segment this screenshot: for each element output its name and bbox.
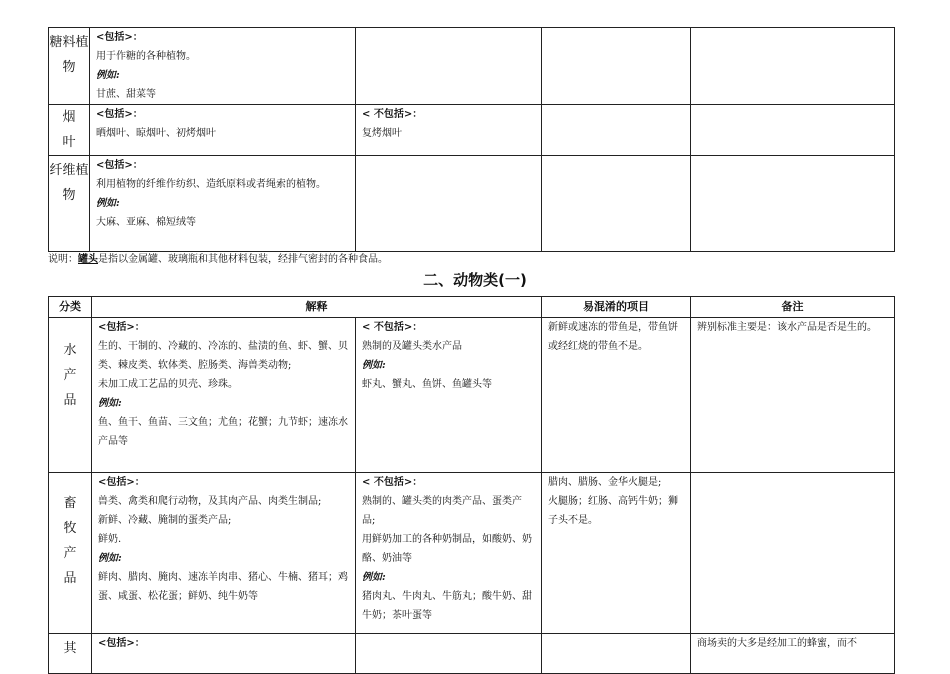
include-label: <包括>： bbox=[96, 32, 143, 43]
header-confusable: 易混淆的项目 bbox=[542, 297, 691, 318]
confusable-cell bbox=[542, 156, 691, 252]
table-row bbox=[49, 318, 895, 473]
footnote bbox=[48, 250, 388, 265]
footnote-text: 是指以金属罐、玻璃瓶和其他材料包装，经排气密封的各种食品。 bbox=[98, 254, 388, 265]
category-text: 畜牧产品 bbox=[63, 496, 77, 586]
confusable-cell bbox=[542, 28, 691, 105]
exclude-text: 熟制的及罐头类水产品 bbox=[362, 341, 462, 352]
table-row bbox=[49, 473, 895, 634]
exclude-cell bbox=[356, 473, 542, 634]
section-title: 二、动物类(一) bbox=[423, 271, 527, 289]
exclude-cell bbox=[356, 28, 542, 105]
confusable-cell: 新鲜或速冻的带鱼是，带鱼饼或经红烧的带鱼不是。 bbox=[542, 318, 691, 473]
include-label: <包括>： bbox=[98, 322, 145, 333]
exclude-text: 复烤烟叶 bbox=[362, 128, 402, 139]
remark-cell bbox=[691, 28, 895, 105]
include-text: 兽类、禽类和爬行动物，及其肉产品、肉类生制品; bbox=[98, 496, 322, 507]
include-label: <包括>： bbox=[98, 477, 145, 488]
exclude-cell bbox=[356, 318, 542, 473]
exclude-cell bbox=[356, 105, 542, 156]
include-text: 晒烟叶、晾烟叶、初烤烟叶 bbox=[96, 128, 216, 139]
exclude-label: < 不包括>： bbox=[362, 322, 423, 333]
category-text: 水产品 bbox=[63, 343, 77, 408]
table-row bbox=[49, 156, 895, 252]
example-text: 鱼、鱼干、鱼苗、三文鱼；尤鱼；花蟹；九节虾；速冻水产品等 bbox=[98, 417, 348, 447]
plant-table bbox=[48, 27, 895, 252]
confusable-cell bbox=[542, 105, 691, 156]
footnote-prefix: 说明： bbox=[48, 254, 78, 265]
header-category: 分类 bbox=[49, 297, 92, 318]
remark-cell bbox=[691, 105, 895, 156]
exclude-cell bbox=[356, 634, 542, 674]
example-text: 大麻、亚麻、棉短绒等 bbox=[96, 217, 196, 228]
include-cell bbox=[90, 156, 356, 252]
include-cell bbox=[92, 634, 356, 674]
remark-cell bbox=[691, 473, 895, 634]
category-cell bbox=[49, 318, 92, 473]
category-cell: 其 bbox=[49, 634, 92, 674]
confusable-text: 腊肉、腊肠、金华火腿是; bbox=[548, 477, 662, 488]
exclude-label: < 不包括>： bbox=[362, 477, 423, 488]
exclude-cell bbox=[356, 156, 542, 252]
include-text: 新鲜、冷藏、腌制的蛋类产品; bbox=[98, 515, 232, 526]
category-cell: 纤维植物 bbox=[49, 156, 90, 252]
example-label: 例如: bbox=[362, 360, 386, 371]
example-text: 猪肉丸、牛肉丸、牛筋丸；酸牛奶、甜牛奶；茶叶蛋等 bbox=[362, 591, 532, 621]
include-label: <包括>： bbox=[96, 160, 143, 171]
table-row bbox=[49, 28, 895, 105]
example-label: 例如: bbox=[96, 70, 120, 81]
include-cell bbox=[90, 28, 356, 105]
include-text: 利用植物的纤维作纺织、造纸原料或者绳索的植物。 bbox=[96, 179, 326, 190]
table-row bbox=[49, 634, 895, 674]
example-text: 虾丸、蟹丸、鱼饼、鱼罐头等 bbox=[362, 379, 492, 390]
category-cell: 烟叶 bbox=[49, 105, 90, 156]
include-cell bbox=[92, 473, 356, 634]
animal-table bbox=[48, 296, 895, 674]
confusable-cell bbox=[542, 473, 691, 634]
category-cell bbox=[49, 473, 92, 634]
example-label: 例如: bbox=[98, 398, 122, 409]
include-text: 鲜奶. bbox=[98, 534, 122, 545]
remark-cell: 商场卖的大多是经加工的蜂蜜，而不 bbox=[691, 634, 895, 674]
include-cell bbox=[92, 318, 356, 473]
header-explanation: 解释 bbox=[92, 297, 542, 318]
example-label: 例如: bbox=[98, 553, 122, 564]
confusable-text: 火腿肠；红肠、高钙牛奶；狮子头不是。 bbox=[548, 496, 678, 526]
header-remark: 备注 bbox=[691, 297, 895, 318]
exclude-label: < 不包括>： bbox=[362, 109, 423, 120]
example-text: 甘蔗、甜菜等 bbox=[96, 89, 156, 100]
header-row bbox=[49, 297, 895, 318]
example-label: 例如: bbox=[96, 198, 120, 209]
example-label: 例如: bbox=[362, 572, 386, 583]
confusable-cell bbox=[542, 634, 691, 674]
exclude-text: 用鲜奶加工的各种奶制品，如酸奶、奶酪、奶油等 bbox=[362, 534, 532, 564]
footnote-term: 罐头 bbox=[78, 254, 98, 265]
include-text: 生的、干制的、冷藏的、冷冻的、盐渍的鱼、虾、蟹、贝类、棘皮类、软体类、腔肠类、海兽类动物; bbox=[98, 341, 348, 371]
include-text: 未加工成工艺品的贝壳、珍珠。 bbox=[98, 379, 238, 390]
include-label: <包括>： bbox=[96, 109, 143, 120]
include-text: 用于作糖的各种植物。 bbox=[96, 51, 196, 62]
example-text: 鲜肉、腊肉、腌肉、速冻羊肉串、猪心、牛楠、猪耳；鸡蛋、咸蛋、松花蛋；鲜奶、纯牛奶等 bbox=[98, 572, 348, 602]
remark-cell bbox=[691, 156, 895, 252]
include-label: <包括>： bbox=[98, 638, 145, 649]
remark-cell: 辨别标准主要是：该水产品是否是生的。 bbox=[691, 318, 895, 473]
exclude-text: 熟制的、罐头类的肉类产品、蛋类产品; bbox=[362, 496, 522, 526]
table-row bbox=[49, 105, 895, 156]
category-cell: 糖料植物 bbox=[49, 28, 90, 105]
include-cell bbox=[90, 105, 356, 156]
